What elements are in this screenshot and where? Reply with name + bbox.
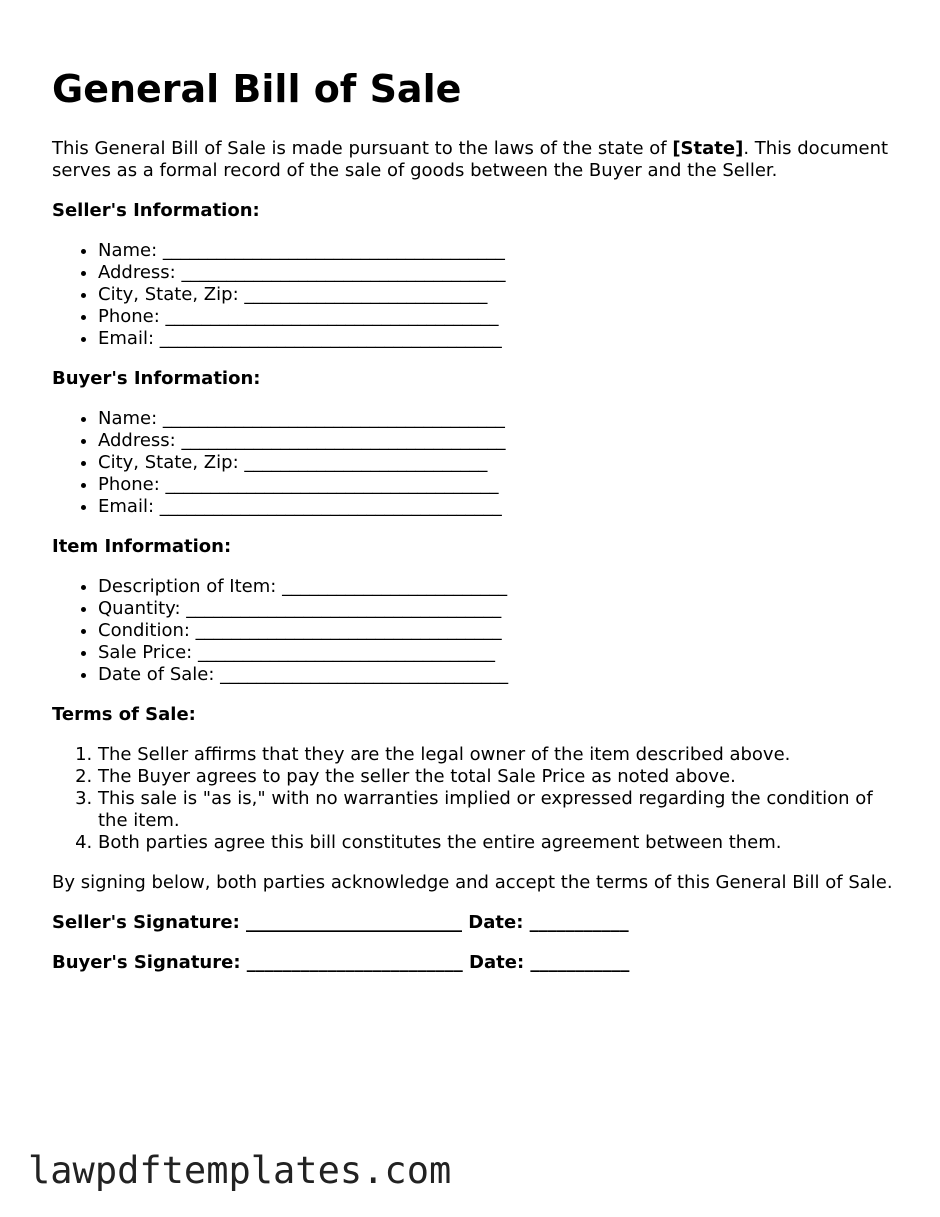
- buyer-signature-line: Buyer's Signature: ________________________ Date: ___________: [52, 952, 630, 973]
- buyer-address-field: • Address: ____________________________________: [98, 430, 902, 452]
- seller-fields-list: [52, 240, 902, 350]
- seller-city-state-zip-field: • City, State, Zip: ___________________________: [98, 284, 902, 306]
- terms-item: 1. The Seller affirms that they are the legal owner of the item described above.: [98, 744, 902, 766]
- item-heading: Item Information:: [52, 536, 232, 557]
- seller-address-field: • Address: ____________________________________: [98, 262, 902, 284]
- terms-item: 3. This sale is "as is," with no warranties implied or expressed regarding the condition of the item.: [98, 788, 902, 832]
- buyer-email-field: • Email: ______________________________________: [98, 496, 902, 518]
- site-watermark: lawpdftemplates.com: [28, 1149, 452, 1192]
- terms-heading: Terms of Sale:: [52, 704, 196, 725]
- page-title: General Bill of Sale: [52, 67, 462, 111]
- terms-list: [52, 744, 902, 854]
- buyer-name-field: • Name: ______________________________________: [98, 408, 902, 430]
- seller-phone-field: • Phone: _____________________________________: [98, 306, 902, 328]
- terms-item: 4. Both parties agree this bill constitutes the entire agreement between them.: [98, 832, 902, 854]
- seller-name-field: • Name: ______________________________________: [98, 240, 902, 262]
- item-sale-price-field: • Sale Price: _________________________________: [98, 642, 902, 664]
- item-condition-field: • Condition: __________________________________: [98, 620, 902, 642]
- terms-item: 2. The Buyer agrees to pay the seller the total Sale Price as noted above.: [98, 766, 902, 788]
- item-date-of-sale-field: • Date of Sale: ________________________________: [98, 664, 902, 686]
- item-description-field: • Description of Item: _________________________: [98, 576, 902, 598]
- seller-email-field: • Email: ______________________________________: [98, 328, 902, 350]
- buyer-city-state-zip-field: • City, State, Zip: ___________________________: [98, 452, 902, 474]
- document-page: [52, 62, 902, 992]
- seller-heading: Seller's Information:: [52, 200, 260, 221]
- item-fields-list: [52, 576, 902, 686]
- intro-text-after: . This document serves as a formal record of the sale of goods between the Buyer and the Seller.: [52, 138, 889, 181]
- item-quantity-field: • Quantity: ___________________________________: [98, 598, 902, 620]
- buyer-phone-field: • Phone: _____________________________________: [98, 474, 902, 496]
- intro-state-placeholder: [State]: [672, 138, 744, 159]
- intro-text-before: This General Bill of Sale is made pursuant to the laws of the state of: [52, 138, 673, 159]
- intro-paragraph: [52, 138, 902, 182]
- buyer-heading: Buyer's Information:: [52, 368, 261, 389]
- buyer-fields-list: [52, 408, 902, 518]
- seller-signature-line: Seller's Signature: ________________________ Date: ___________: [52, 912, 629, 933]
- closing-paragraph: By signing below, both parties acknowledge and accept the terms of this General Bill of Sale.: [52, 872, 893, 893]
